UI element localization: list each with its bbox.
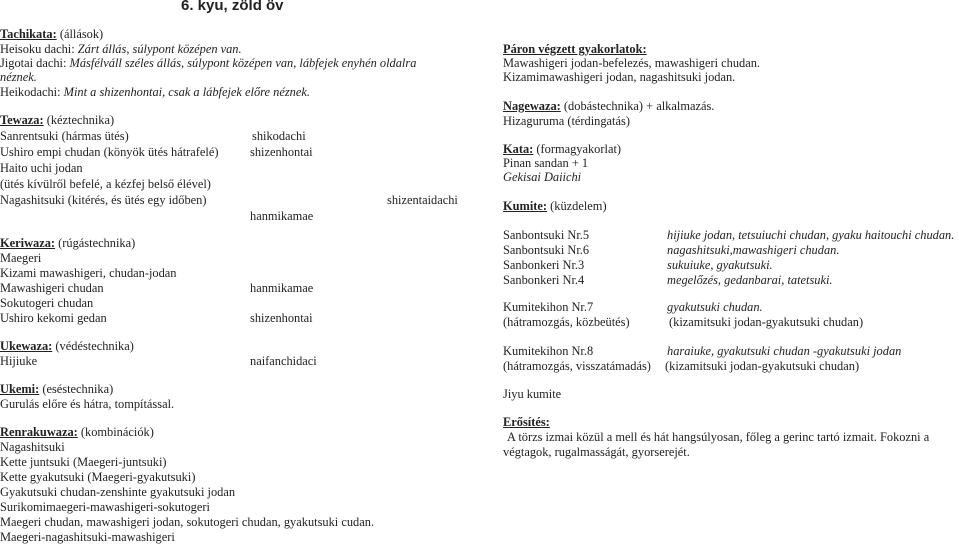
- ukemi-note: (eséstechnika): [42, 382, 114, 396]
- kata-note: (formagyakorlat): [536, 142, 622, 156]
- kumite-name: Kumitekihon Nr.7: [503, 300, 594, 314]
- nagewaza-note: (dobástechnika) + alkalmazás.: [563, 99, 715, 113]
- combo-line: Surikomimaegeri-mawashigeri-sokutogeri: [0, 500, 210, 514]
- stance-label: hanmikamae: [250, 209, 314, 223]
- ukemi-heading: Ukemi:: [0, 382, 40, 396]
- renrakuwaza-heading: Renrakuwaza:: [0, 425, 78, 439]
- kumite-desc: gyakutsuki chudan.: [667, 300, 763, 314]
- kumite-desc: megelőzés, gedanbarai, tatetsuki.: [667, 273, 833, 287]
- combo-line: Maegeri chudan, mawashigeri jodan, sokutogeri chudan, gyakutsuki cudan.: [0, 515, 375, 529]
- nagewaza-line: Hizaguruma (térdingatás): [503, 114, 630, 128]
- tachikata-note: (állások): [59, 27, 104, 41]
- tewaza-row: (ütés kívülről befelé, a kézfej belső élével): [0, 177, 211, 191]
- kumite-sub: (hátramozgás, közbeütés): [503, 315, 630, 329]
- stance-label: shizenhontai: [250, 311, 313, 325]
- keriwaza-heading: Keriwaza:: [0, 236, 56, 250]
- erosites-line: A törzs izmai közül a mell és hát hangsúlyosan, főleg a gerinc tartó izmait. Fokozni a: [507, 430, 930, 444]
- ukewaza-note: (védéstechnika): [55, 339, 134, 353]
- tewaza-row: Sanrentsuki (hármas ütés): [0, 129, 129, 143]
- combo-line: Kette juntsuki (Maegeri-juntsuki): [0, 455, 167, 469]
- keriwaza-row: Kizami mawashigeri, chudan-jodan: [0, 266, 177, 280]
- jigotai-cont: néznek.: [0, 70, 37, 84]
- kumite-desc: nagashitsuki,mawashigeri chudan.: [667, 243, 840, 257]
- kumite-note: (küzdelem): [550, 199, 607, 213]
- kumite-sub-desc: (kizamitsuki jodan-gyakutsuki chudan): [665, 359, 860, 373]
- kumite-sub: (hátramozgás, visszatámadás): [503, 359, 651, 373]
- kumite-desc: hijiuke jodan, tetsuiuchi chudan, gyaku haitouchi chudan.: [667, 228, 955, 242]
- page-title: 6. kyu, zöld öv: [181, 0, 284, 14]
- stance-label: hanmikamae: [250, 281, 314, 295]
- jigotai-text: Másfélváll széles állás, súlypont középen van, lábfejek enyhén oldalra: [69, 56, 417, 70]
- combo-line: Gyakutsuki chudan-zenshinte gyakutsuki jodan: [0, 485, 236, 499]
- stance-label: naifanchidaci: [250, 354, 317, 368]
- kumite-name: Kumitekihon Nr.8: [503, 344, 594, 358]
- keriwaza-row: Ushiro kekomi gedan: [0, 311, 107, 325]
- kumite-name: Sanbonkeri Nr.3: [503, 258, 585, 272]
- heiko-label: Heikodachi:: [0, 85, 61, 99]
- tewaza-row: Nagashitsuki (kitérés, és ütés egy időben): [0, 193, 207, 207]
- tewaza-note: (kéztechnika): [46, 113, 115, 127]
- keriwaza-note: (rúgástechnika): [58, 236, 136, 250]
- heiko-text: Mint a shizenhontai, csak a lábfejek előre néznek.: [63, 85, 310, 99]
- tewaza-heading: Tewaza:: [0, 113, 44, 127]
- kata-line: Pinan sandan + 1: [503, 156, 589, 170]
- kata-line: Gekisai Daiichi: [503, 170, 582, 184]
- ukewaza-row: Hijiuke: [0, 354, 38, 368]
- keriwaza-row: Maegeri: [0, 251, 42, 265]
- stance-label: shizentaidachi: [387, 193, 458, 207]
- kumite-name: Sanbontsuki Nr.5: [503, 228, 590, 242]
- paron-heading: Páron végzett gyakorlatok:: [503, 42, 647, 56]
- erosites-heading: Erősítés:: [503, 415, 550, 429]
- combo-line: Maegeri-nagashitsuki-mawashigeri: [0, 530, 175, 544]
- erosites-line: végtagok, rugalmasságát, gyorserejét.: [503, 445, 690, 459]
- kata-heading: Kata:: [503, 142, 534, 156]
- tewaza-row: Haito uchi jodan: [0, 161, 83, 175]
- kumite-name: Sanbontsuki Nr.6: [503, 243, 590, 257]
- stance-label: shikodachi: [252, 129, 306, 143]
- keriwaza-row: Mawashigeri chudan: [0, 281, 104, 295]
- ukewaza-heading: Ukewaza:: [0, 339, 53, 353]
- kumite-desc: sukuiuke, gyakutsuki.: [667, 258, 773, 272]
- jigotai-label: Jigotai dachi:: [0, 56, 67, 70]
- keriwaza-row: Sokutogeri chudan: [0, 296, 94, 310]
- combo-line: Kette gyakutsuki (Maegeri-gyakutsuki): [0, 470, 196, 484]
- kumite-name: Sanbonkeri Nr.4: [503, 273, 585, 287]
- jiyu-kumite: Jiyu kumite: [503, 387, 562, 401]
- combo-line: Nagashitsuki: [0, 440, 65, 454]
- tachikata-heading: Tachikata:: [0, 27, 57, 41]
- heisoku-label: Heisoku dachi:: [0, 42, 75, 56]
- stance-label: shizenhontai: [250, 145, 313, 159]
- heisoku-text: Zárt állás, súlypont középen van.: [77, 42, 242, 56]
- renrakuwaza-note: (kombinációk): [80, 425, 154, 439]
- nagewaza-heading: Nagewaza:: [503, 99, 561, 113]
- paron-line: Mawashigeri jodan-befelezés, mawashigeri chudan.: [503, 56, 761, 70]
- kumite-desc: haraiuke, gyakutsuki chudan -gyakutsuki jodan: [667, 344, 902, 358]
- ukemi-row: Gurulás előre és hátra, tompítással.: [0, 397, 175, 411]
- tewaza-row: Ushiro empi chudan (könyök ütés hátrafelé): [0, 145, 219, 159]
- paron-line: Kizamimawashigeri jodan, nagashitsuki jodan.: [503, 70, 736, 84]
- kumite-sub-desc: (kizamitsuki jodan-gyakutsuki chudan): [669, 315, 864, 329]
- kumite-heading: Kumite:: [503, 199, 548, 213]
